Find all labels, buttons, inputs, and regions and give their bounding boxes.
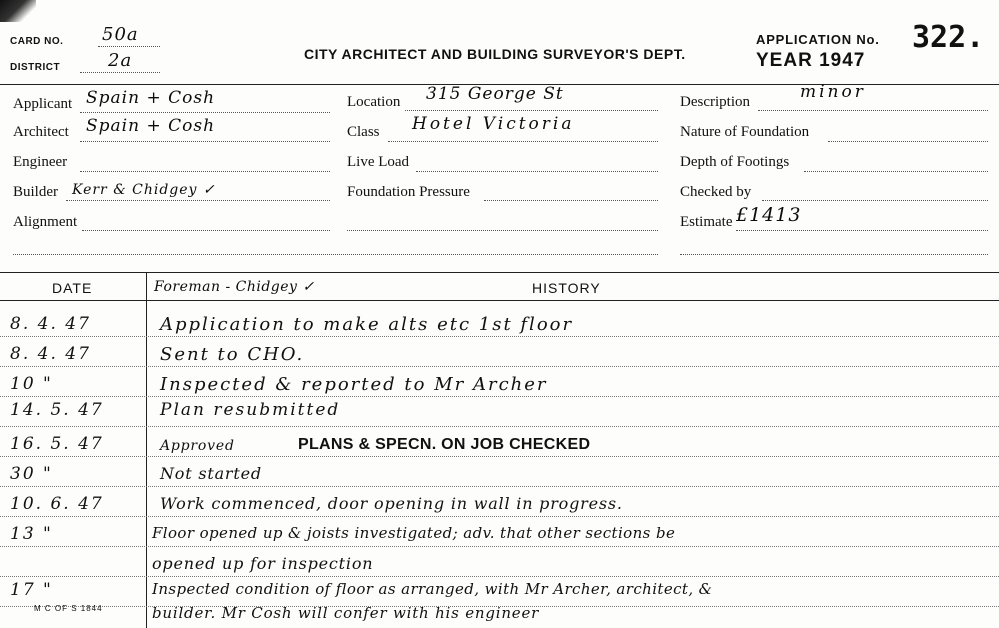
history-top-rule [0,272,999,273]
history-entry: Application to make alts etc 1st floor [160,314,574,335]
depth-footings-dots [804,171,988,172]
card-no-label: CARD NO. [10,36,64,47]
history-header-rule [0,300,999,301]
estimate-dots [736,230,988,231]
nature-foundation-label: Nature of Foundation [680,124,810,140]
district-dots [80,72,160,73]
history-entry: Plan resubmitted [160,400,341,420]
nature-foundation-dots [828,141,988,142]
applicant-value: Spain + Cosh [86,88,216,108]
district-label: DISTRICT [10,62,61,73]
extra-dots [13,254,658,255]
location-label: Location [347,94,401,110]
row-rule [0,366,999,367]
row-rule [0,336,999,337]
col2-extra-dots [347,230,658,231]
location-dots [405,110,658,111]
history-date: 8. 4. 47 [10,314,91,334]
history-date: 13 " [10,524,53,544]
history-entry: Sent to CHO. [160,344,305,365]
history-date: 10. 6. 47 [10,494,104,514]
description-dots [758,110,988,111]
card-no-dots [98,46,160,47]
description-value: minor [800,82,866,102]
foundation-pressure-label: Foundation Pressure [347,184,470,200]
history-entry: Inspected condition of floor as arranged, with Mr Archer, architect, & [152,580,713,598]
alignment-dots [82,230,330,231]
department-title: CITY ARCHITECT AND BUILDING SURVEYOR'S DEPT. [304,46,686,62]
history-entry: Inspected & reported to Mr Archer [160,374,548,395]
estimate-value: £1413 [736,204,802,226]
checked-by-label: Checked by [680,184,752,200]
history-date: 17 " [10,580,53,600]
history-date: 8. 4. 47 [10,344,91,364]
engineer-label: Engineer [13,154,68,170]
history-date: 14. 5. 47 [10,400,104,420]
year-label: YEAR 1947 [756,50,866,71]
class-value: Hotel Victoria [412,114,575,134]
history-entry: Work commenced, door opening in wall in progress. [160,494,623,513]
date-column-divider [146,272,147,628]
builder-dots [66,200,330,201]
applicant-dots [80,112,330,113]
foundation-pressure-dots [484,200,658,201]
history-entry: Floor opened up & joists investigated; adv. that other sections be [152,524,676,542]
history-entry: Not started [160,464,262,483]
application-no-value: 322. [912,20,985,55]
live-load-label: Live Load [347,154,410,170]
row-rule [0,576,999,577]
row-rule [0,456,999,457]
architect-dots [80,141,330,142]
checked-by-dots [762,200,988,201]
history-entry: builder. Mr Cosh will confer with his engineer [152,604,540,622]
history-entry: opened up for inspection [152,554,374,573]
row-rule [0,426,999,427]
plans-checked-stamp: PLANS & SPECN. ON JOB CHECKED [298,436,591,453]
printer-code: M C OF S 1844 [34,604,103,613]
builder-value: Kerr & Chidgey ✓ [72,182,216,198]
architect-value: Spain + Cosh [86,116,216,136]
row-rule [0,516,999,517]
engineer-dots [80,171,330,172]
date-header: DATE [52,280,93,296]
architect-label: Architect [13,124,69,140]
class-dots [388,141,658,142]
history-date: 30 " [10,464,53,484]
builder-label: Builder [13,184,58,200]
location-value: 315 George St [426,84,564,104]
district-value: 2a [108,50,133,71]
depth-footings-label: Depth of Footings [680,154,790,170]
history-date: 10 " [10,374,53,394]
alignment-label: Alignment [13,214,78,230]
row-rule [0,546,999,547]
torn-corner [0,0,36,22]
col3-extra-dots [680,254,988,255]
row-rule [0,396,999,397]
class-label: Class [347,124,380,140]
row-rule [0,486,999,487]
applicant-label: Applicant [13,96,73,112]
foreman-note: Foreman - Chidgey ✓ [154,279,315,295]
history-entry: Approved [160,438,235,454]
card-no-value: 50a [102,24,139,45]
history-date: 16. 5. 47 [10,434,104,454]
history-header: HISTORY [532,280,601,296]
live-load-dots [416,171,658,172]
description-label: Description [680,94,750,110]
estimate-label: Estimate [680,214,733,230]
application-no-label: APPLICATION No. [756,32,880,47]
